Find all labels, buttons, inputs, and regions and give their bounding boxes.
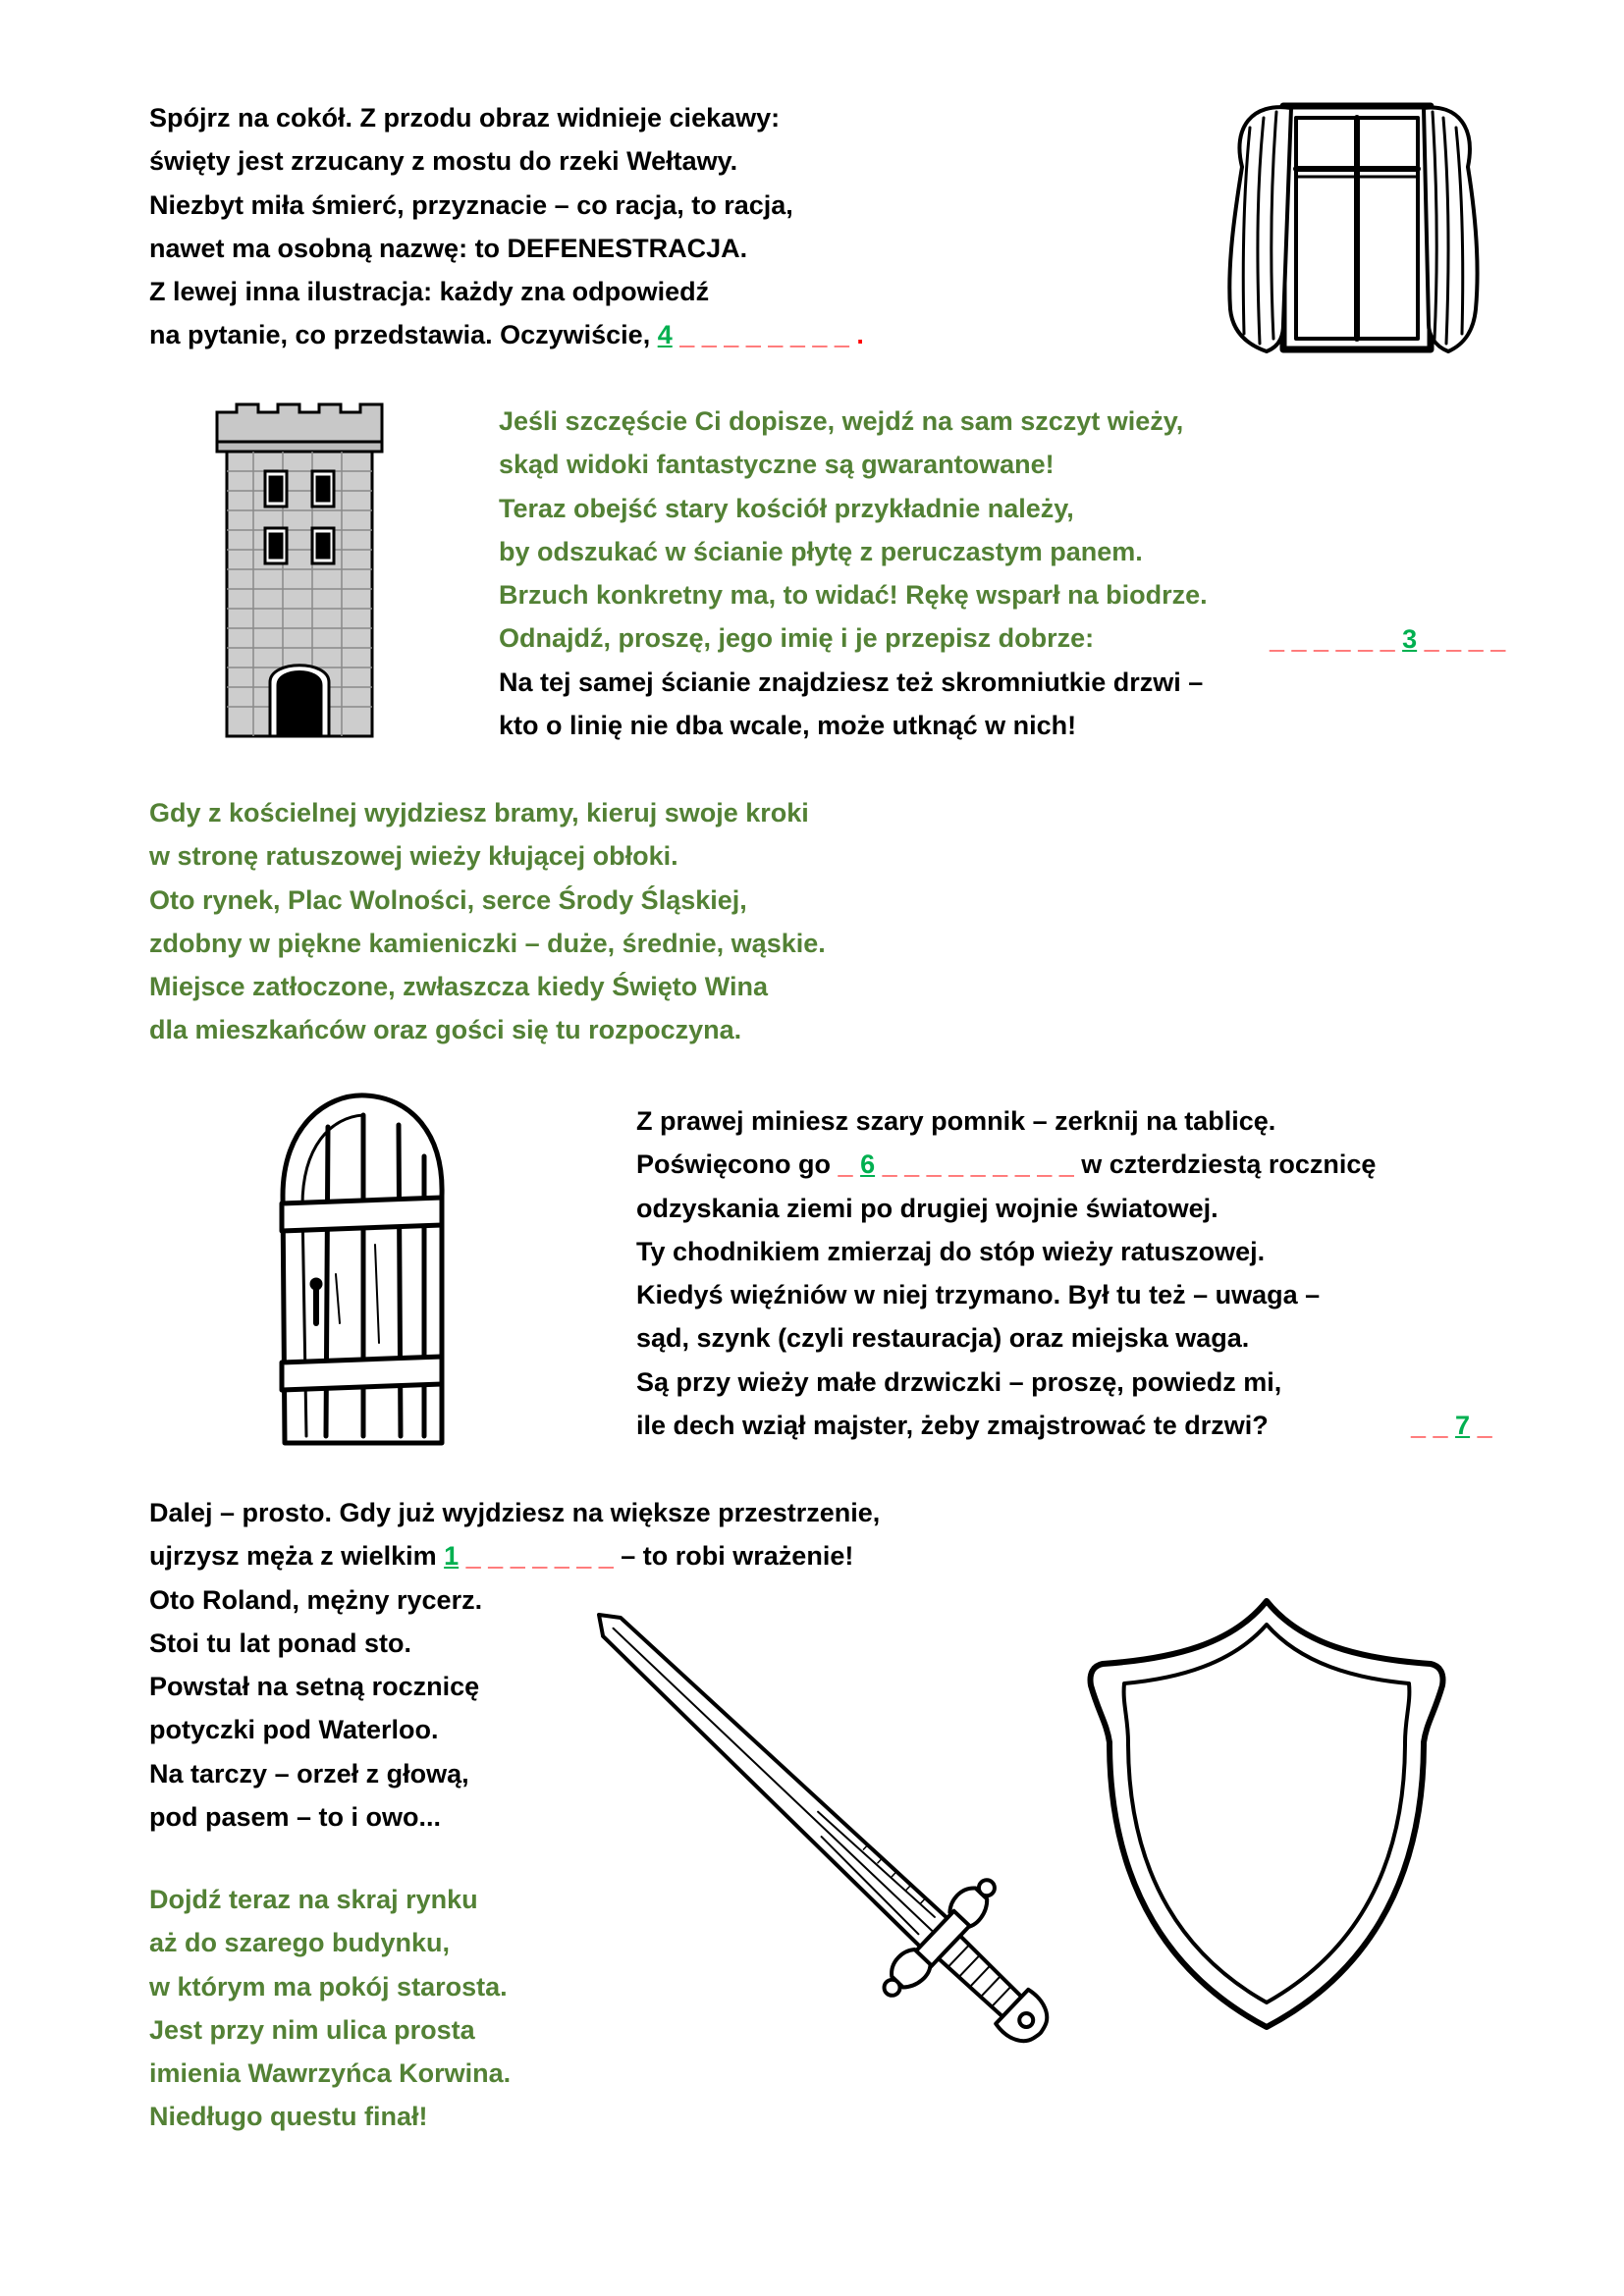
stanza1-last-line bbox=[149, 313, 864, 356]
stanza2-line: Jeśli szczęście Ci dopisze, wejdź na sam szczyt wieży, bbox=[499, 406, 1184, 436]
answer-blank-3b: _ _ _ _ bbox=[1417, 624, 1506, 654]
stanza2-line: Brzuch konkretny ma, to widać! Rękę wsparł na biodrze. bbox=[499, 580, 1208, 611]
stanza6-line: aż do szarego budynku, bbox=[149, 1928, 451, 1958]
stanza6-line: Niedługo questu finał! bbox=[149, 2102, 428, 2132]
stanza4-text: w czterdziestą rocznicę bbox=[1073, 1149, 1377, 1180]
answer-7 bbox=[1411, 1404, 1492, 1447]
stanza5-line-with-answer bbox=[149, 1534, 880, 1577]
stanza2-line: Na tej samej ścianie znajdziesz też skromniutkie drzwi – bbox=[499, 667, 1204, 697]
stanza3-line: Oto rynek, Plac Wolności, serce Środy Śląskiej, bbox=[149, 884, 747, 915]
answer-number-3: 3 bbox=[1402, 624, 1418, 654]
stanza2-line: kto o linię nie dba wcale, może utknąć w nich! bbox=[499, 711, 1077, 741]
stanza2-line: by odszukać w ścianie płytę z peruczastym panem. bbox=[499, 536, 1143, 566]
answer-blank-4: _ _ _ _ _ _ _ _ . bbox=[672, 320, 864, 350]
answer-blank-6b: _ _ _ _ _ _ _ _ _ bbox=[875, 1149, 1074, 1180]
stanza5-line: Stoi tu lat ponad sto. bbox=[149, 1628, 411, 1658]
stanza4-line: Kiedyś więźniów w niej trzymano. Był tu też – uwaga – bbox=[636, 1280, 1321, 1310]
stanza6-line: w którym ma pokój starosta. bbox=[149, 1971, 508, 2002]
stanza-3 bbox=[149, 791, 826, 1052]
answer-number-4: 4 bbox=[657, 320, 673, 350]
answer-blank-3a: _ _ _ _ _ _ bbox=[1270, 624, 1403, 654]
stanza-2-green bbox=[499, 400, 1208, 661]
stanza3-line: Gdy z kościelnej wyjdziesz bramy, kieruj swoje kroki bbox=[149, 798, 809, 828]
answer-number-6: 6 bbox=[860, 1149, 876, 1180]
stanza1-line: Z lewej inna ilustracja: każdy zna odpowiedź bbox=[149, 277, 710, 307]
stanza4-line: Są przy wieży małe drzwiczki – proszę, powiedz mi, bbox=[636, 1366, 1282, 1397]
stanza4-line: odzyskania ziemi po drugiej wojnie światowej. bbox=[636, 1193, 1218, 1223]
stanza1-last-text: na pytanie, co przedstawia. Oczywiście, bbox=[149, 320, 658, 350]
stanza5-line: Oto Roland, mężny rycerz. bbox=[149, 1584, 483, 1615]
stanza2-line: Odnajdź, proszę, jego imię i je przepisz dobrze: bbox=[499, 623, 1095, 654]
stanza1-line: nawet ma osobną nazwę: to DEFENESTRACJA. bbox=[149, 233, 748, 263]
stanza5-text: ujrzysz męża z wielkim bbox=[149, 1541, 445, 1572]
answer-blank-1: _ _ _ _ _ _ _ bbox=[459, 1541, 614, 1572]
stanza3-line: Miejsce zatłoczone, zwłaszcza kiedy Święto Wina bbox=[149, 972, 768, 1002]
stanza5-line: pod pasem – to i owo... bbox=[149, 1802, 442, 1833]
shield-picture bbox=[1085, 1595, 1448, 2037]
stanza1-line: święty jest zrzucany z mostu do rzeki Wełtawy. bbox=[149, 146, 738, 177]
stanza1-line: Niezbyt miła śmierć, przyznacie – co racja, to racja, bbox=[149, 189, 793, 220]
stanza3-line: dla mieszkańców oraz gości się tu rozpoczyna. bbox=[149, 1015, 742, 1045]
answer-number-7: 7 bbox=[1455, 1411, 1471, 1440]
answer-3 bbox=[1270, 617, 1505, 661]
answer-blank-7a: _ _ bbox=[1411, 1411, 1456, 1440]
stanza6-line: Dojdź teraz na skraj rynku bbox=[149, 1885, 478, 1914]
stanza3-line: zdobny w piękne kamieniczki – duże, średnie, wąskie. bbox=[149, 928, 826, 958]
sword-picture bbox=[594, 1610, 1075, 2106]
stanza4-line: Z prawej miniesz szary pomnik – zerknij na tablicę. bbox=[636, 1106, 1276, 1136]
tower-picture bbox=[214, 402, 386, 741]
stanza4-line: ile dech wziął majster, żeby zmajstrować te drzwi? bbox=[636, 1411, 1269, 1441]
stanza1-line: Spójrz na cokół. Z przodu obraz widnieje ciekawy: bbox=[149, 103, 781, 133]
stanza5-line: Dalej – prosto. Gdy już wyjdziesz na większe przestrzenie, bbox=[149, 1498, 881, 1527]
stanza5-line: potyczki pod Waterloo. bbox=[149, 1715, 439, 1745]
stanza4-line: sąd, szynk (czyli restauracja) oraz miejska waga. bbox=[636, 1323, 1250, 1354]
stanza-2-black bbox=[499, 661, 1203, 748]
stanza5-line: Na tarczy – orzeł z głową, bbox=[149, 1758, 469, 1789]
stanza-1 bbox=[149, 96, 864, 357]
answer-blank-7b: _ bbox=[1470, 1411, 1492, 1440]
stanza3-line: w stronę ratuszowej wieży kłującej obłoki. bbox=[149, 841, 678, 872]
stanza4-line: Ty chodnikiem zmierzaj do stóp wieży ratuszowej. bbox=[636, 1236, 1266, 1266]
stanza4-text: Poświęcono go bbox=[636, 1149, 839, 1180]
stanza4-line-with-answer bbox=[636, 1143, 1376, 1186]
stanza6-line: imienia Wawrzyńca Korwina. bbox=[149, 2058, 512, 2089]
stanza5-text: – to robi wrażenie! bbox=[613, 1541, 854, 1572]
wooden-door-picture bbox=[277, 1088, 449, 1451]
answer-blank-6a: _ bbox=[838, 1149, 861, 1180]
stanza5-line: Powstał na setną rocznicę bbox=[149, 1672, 480, 1702]
stanza-4 bbox=[636, 1099, 1376, 1447]
stanza6-line: Jest przy nim ulica prosta bbox=[149, 2014, 475, 2045]
stanza-6 bbox=[149, 1878, 511, 2139]
stanza2-line: Teraz obejść stary kościół przykładnie należy, bbox=[499, 493, 1074, 523]
window-picture bbox=[1222, 98, 1483, 365]
answer-number-1: 1 bbox=[444, 1541, 460, 1572]
stanza2-line: skąd widoki fantastyczne są gwarantowane! bbox=[499, 450, 1055, 480]
